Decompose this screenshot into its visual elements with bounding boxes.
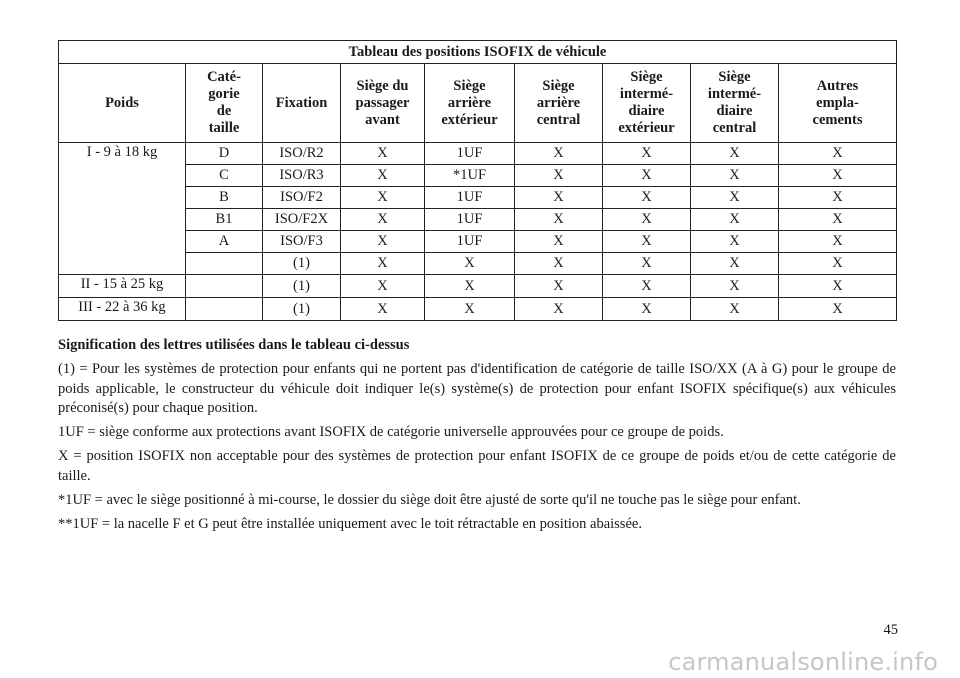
table-cell: X [603,231,691,253]
table-cell: X [603,165,691,187]
legend-note: **1UF = la nacelle F et G peut être installée uniquement avec le toit rétractable en position abaissée. [58,515,642,532]
column-header [691,64,779,143]
column-header-line: gorie [208,86,240,102]
table-cell: 1UF [425,143,515,165]
column-header-line: extérieur [441,111,498,128]
table-cell: X [515,187,603,209]
table-cell: (1) [263,275,341,298]
table-row [59,143,897,165]
column-header-line: Siège [630,69,663,85]
table-cell: A [186,231,263,253]
column-header-line: diaire [716,103,753,119]
column-header-line: arrière [536,94,581,111]
legend-note: (1) = Pour les systèmes de protection pour enfants qui ne portent pas d'identification de catégorie de taille ISO/XX (A à G) pour le groupe de poids applicable, le constructeur du véhicule doit indiquer le(s) système(s) de protection pour enfant ISOFIX spécifique(s) aux véhicules préconisé(s) pour chaque position. [58,361,896,416]
table-cell: X [603,209,691,231]
table-cell: X [691,165,779,187]
table-cell: X [691,231,779,253]
table-cell: X [779,187,897,209]
table-cell: ISO/F2 [263,187,341,209]
table-cell: X [515,231,603,253]
column-header-line: intermé- [707,86,762,102]
table-title: Tableau des positions ISOFIX de véhicule [59,41,897,64]
table-cell [186,253,263,275]
table-cell: X [341,209,425,231]
column-header [186,64,263,143]
table-cell: X [341,231,425,253]
table-cell: X [515,209,603,231]
column-header-line: arrière [447,94,492,111]
table-cell: X [341,187,425,209]
table-cell: X [515,298,603,321]
table-row [59,298,897,321]
table-cell: X [425,275,515,298]
table-cell: X [341,275,425,298]
column-header-line: cements [812,111,863,128]
table-cell: X [691,209,779,231]
table-cell: X [603,143,691,165]
legend-notes [58,336,896,539]
table-cell: X [603,253,691,275]
table-cell: X [515,165,603,187]
table-cell: X [691,187,779,209]
column-header-line: taille [208,120,240,136]
table-cell: X [779,209,897,231]
column-header-line: diaire [628,103,665,119]
table-cell: X [603,187,691,209]
table-cell: X [515,253,603,275]
weight-group-cell: II - 15 à 25 kg [59,275,186,298]
column-header-line: intermé- [619,86,674,102]
column-header [779,64,897,143]
table-cell: X [341,253,425,275]
column-header [603,64,691,143]
table-row [59,275,897,298]
column-header-line: Autres [816,77,859,94]
column-header-line: avant [365,111,400,128]
column-header [59,64,186,143]
table-cell: X [691,298,779,321]
column-header-line: Fixation [275,94,328,111]
table-cell [186,275,263,298]
table-cell: X [603,275,691,298]
table-cell [186,298,263,321]
page-number: 45 [883,622,898,638]
table-cell: B [186,187,263,209]
table-cell: X [779,298,897,321]
column-header-line: extérieur [618,120,675,136]
table-cell: X [779,165,897,187]
table-cell: X [515,275,603,298]
table-cell: X [341,165,425,187]
table-cell: C [186,165,263,187]
column-header [341,64,425,143]
table-cell: 1UF [425,187,515,209]
table-cell: X [691,143,779,165]
column-header-line: Siège [453,77,486,94]
column-header [263,64,341,143]
column-header-line: Siège du [356,77,409,94]
table-cell: X [515,143,603,165]
column-header [515,64,603,143]
watermark: carmanualsonline.info [668,648,938,676]
legend-note: 1UF = siège conforme aux protections avant ISOFIX de catégorie universelle approuvées pour ce groupe de poids. [58,424,724,440]
weight-group-cell: I - 9 à 18 kg [59,143,186,275]
column-header-line: Siège [718,69,751,85]
legend-title: Signification des lettres utilisées dans le tableau ci-dessus [58,337,410,353]
column-header-line: central [712,120,757,136]
table-cell: X [779,275,897,298]
table-cell: B1 [186,209,263,231]
table-cell: *1UF [425,165,515,187]
table-cell: (1) [263,253,341,275]
table-cell: X [603,298,691,321]
table-body [59,143,897,321]
table-cell: X [341,143,425,165]
column-header [425,64,515,143]
legend-note: *1UF = avec le siège positionné à mi-course, le dossier du siège doit être ajusté de sorte qu'il ne touche pas le siège pour enfant. [58,491,801,508]
table-cell: X [779,231,897,253]
column-header-line: passager [355,94,410,111]
legend-note: X = position ISOFIX non acceptable pour des systèmes de protection pour enfant ISOFIX de ce groupe de poids et/ou de cette catégorie de taille. [58,448,896,484]
table-cell: X [691,253,779,275]
isofix-positions-table [58,40,897,321]
table-cell: X [425,298,515,321]
column-header-line: central [536,111,581,128]
column-header-line: de [216,103,232,119]
table-cell: ISO/R2 [263,143,341,165]
table-cell: ISO/R3 [263,165,341,187]
table-cell: X [779,143,897,165]
table-cell: D [186,143,263,165]
column-header-line: Siège [542,77,575,94]
table-cell: ISO/F3 [263,231,341,253]
table-cell: X [779,253,897,275]
table-cell: 1UF [425,209,515,231]
table-cell: X [341,298,425,321]
table-cell: 1UF [425,231,515,253]
column-header-line: Caté- [207,69,241,85]
table-cell: X [425,253,515,275]
table-cell: (1) [263,298,341,321]
table-cell: X [691,275,779,298]
column-header-line: Poids [105,94,139,111]
column-header-line: empla- [816,94,859,111]
weight-group-cell: III - 22 à 36 kg [59,298,186,321]
table-header-row [59,64,897,143]
table-cell: ISO/F2X [263,209,341,231]
